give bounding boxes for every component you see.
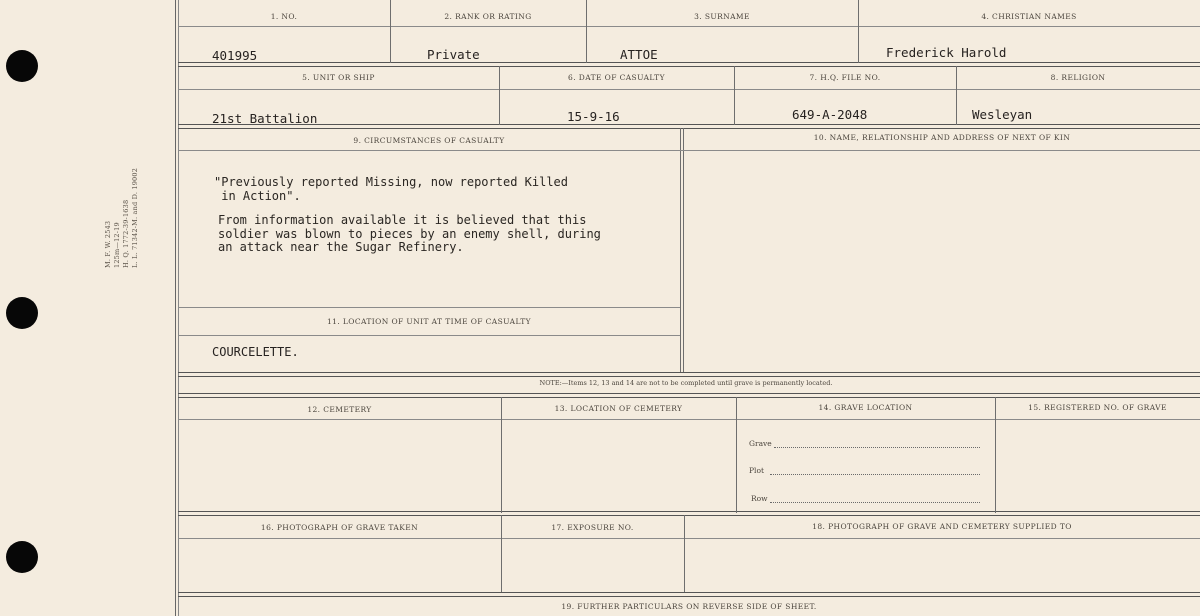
- service-number: 401995: [212, 48, 258, 63]
- religion-label: 8. RELIGION: [1050, 73, 1106, 82]
- circumstances-text-1: "Previously reported Missing, now reported Killed in Action".: [214, 175, 569, 203]
- circumstances-label: 9. CIRCUMSTANCES OF CASUALTY: [353, 136, 505, 145]
- margin-line: L. L. 71342-M. and D. 19002: [131, 167, 139, 268]
- surname-label: 3. SURNAME: [694, 12, 750, 21]
- margin-line: 125m—12-19: [113, 222, 121, 268]
- photograph-taken-label: 16. PHOTOGRAPH OF GRAVE TAKEN: [260, 523, 419, 532]
- unit: 21st Battalion: [212, 111, 318, 126]
- rank: Private: [427, 47, 480, 62]
- punch-hole: [6, 297, 38, 329]
- casualty-form: [172, 0, 1200, 616]
- date-of-casualty: 15-9-16: [567, 109, 620, 124]
- punch-hole: [6, 541, 38, 573]
- grave-line-label: Grave: [749, 439, 772, 448]
- grave-location-label: 14. GRAVE LOCATION: [818, 403, 913, 412]
- date-of-casualty-label: 6. DATE OF CASUALTY: [568, 73, 665, 82]
- plot-line-label: Plot: [749, 466, 764, 475]
- exposure-no-label: 17. EXPOSURE NO.: [551, 523, 634, 532]
- christian-names-label: 4. CHRISTIAN NAMES: [981, 12, 1077, 21]
- next-of-kin-label: 10. NAME, RELATIONSHIP AND ADDRESS OF NEXT OF KIN: [813, 133, 1071, 142]
- unit-label: 5. UNIT OR SHIP: [302, 73, 375, 82]
- hq-file-label: 7. H.Q. FILE NO.: [809, 73, 881, 82]
- rank-label: 2. RANK OR RATING: [444, 12, 532, 21]
- row-line-label: Row: [751, 494, 768, 503]
- surname: ATTOE: [620, 47, 658, 62]
- note: NOTE:—Items 12, 13 and 14 are not to be completed until grave is permanently located.: [539, 379, 833, 387]
- location-of-cemetery-label: 13. LOCATION OF CEMETERY: [554, 404, 683, 413]
- photograph-supplied-label: 18. PHOTOGRAPH OF GRAVE AND CEMETERY SUPPLIED TO: [812, 522, 1072, 531]
- punch-hole: [6, 50, 38, 82]
- registered-no-label: 15. REGISTERED NO. OF GRAVE: [1028, 403, 1167, 412]
- location-label: 11. LOCATION OF UNIT AT TIME OF CASUALTY: [327, 317, 531, 326]
- christian-names: Frederick Harold: [886, 45, 1007, 60]
- hq-file-number: 649-A-2048: [792, 107, 868, 122]
- margin-print: [104, 158, 140, 268]
- margin-line: H. Q. 1772-39-1638: [122, 199, 130, 268]
- cemetery-label: 12. CEMETERY: [307, 405, 372, 414]
- location-of-unit: COURCELETTE.: [212, 345, 299, 359]
- circumstances-text-2: From information available it is believed that this soldier was blown to pieces by an enemy shell, during an attack near the Sugar Refinery.: [218, 213, 601, 254]
- further-particulars-label: 19. FURTHER PARTICULARS ON REVERSE SIDE OF SHEET.: [561, 602, 817, 611]
- margin-line: M. F. W. 2543: [104, 220, 112, 268]
- no-label: 1. NO.: [270, 12, 298, 21]
- religion: Wesleyan: [972, 107, 1033, 122]
